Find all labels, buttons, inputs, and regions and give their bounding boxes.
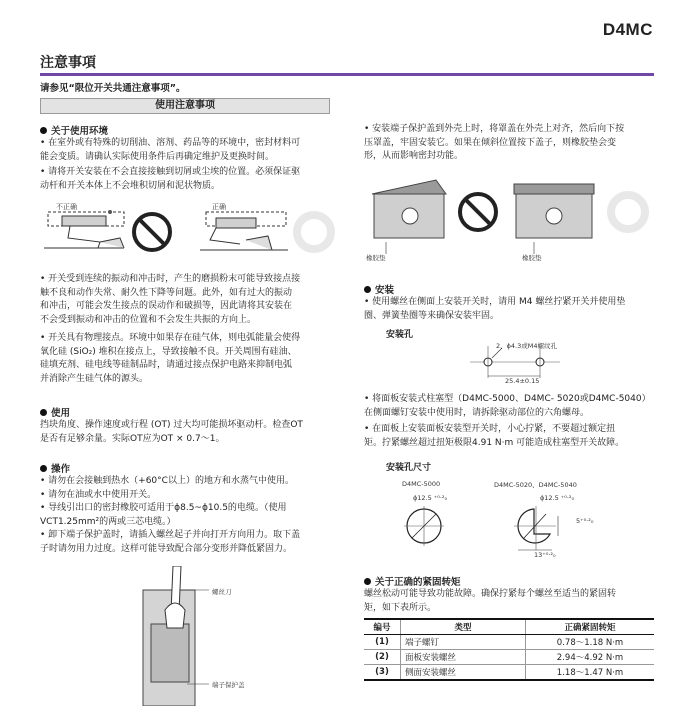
terminal-cover-label: 端子保护盖 — [212, 681, 245, 689]
table-row — [364, 650, 654, 665]
row-torque: 0.78～1.18 N·m — [526, 635, 655, 650]
env-bullet-1: • 在室外或有特殊的切削油、溶剂、药品等的环境中，密封材料可 能会变质。请确认实际使用条件后再确定维护及更换时间。 — [40, 138, 301, 162]
screwdriver-label: 螺丝刀 — [212, 588, 232, 596]
aligned-cover-drawing — [514, 184, 594, 254]
row-number: (2) — [364, 650, 401, 665]
bullet-icon — [40, 465, 47, 472]
panel-torque-paragraph: • 在面板上安装面板安装型开关时，小心拧紧，不要超过额定扭 矩。拧紧螺丝超过扭矩极限4.91 N·m 可能造成柱塞型开关故障。 — [364, 424, 625, 448]
bullet-icon — [364, 286, 371, 293]
row-torque: 1.18～1.47 N·m — [526, 665, 655, 681]
row-type: 面板安装螺丝 — [401, 650, 526, 665]
install-position-figure — [40, 198, 340, 268]
row-type: 端子螺钉 — [401, 635, 526, 650]
keyed-hole-drawing — [514, 506, 558, 550]
round-hole-drawing — [404, 506, 444, 546]
install-paragraph: • 使用螺丝在侧面上安装开关时，请用 M4 螺丝拧紧开关并使用垫 圈、弹簧垫圈等来确保安装牢固。 — [364, 297, 626, 321]
dim-d4: 13⁺⁰·²₀ — [534, 551, 556, 559]
cover-alignment-figure — [366, 172, 656, 262]
wrong-label: 不正确 — [56, 203, 77, 211]
title-divider — [40, 73, 654, 76]
right-label: 正确 — [212, 203, 226, 211]
env-heading: 关于使用环境 — [40, 123, 108, 137]
dim-d3: 5⁺⁰·²₀ — [576, 517, 594, 525]
torque-table — [364, 618, 654, 681]
gasket-label-right: 橡胶垫 — [522, 254, 542, 262]
use-paragraph: 挡块角度、操作速度或行程 (OT) 过大均可能损坏驱动杆。检查OT 是否有足够余量。实际OT应为OT × 0.7～1。 — [40, 420, 303, 444]
panel-plunger-paragraph: • 将面板安装式柱塞型（D4MC-5000、D4MC- 5020或D4MC-5040） 在侧面螺钉安装中使用时，请拆除驱动部位的六角螺母。 — [364, 394, 651, 418]
dim-d2: ϕ12.5 ⁺⁰·²₀ — [540, 494, 575, 502]
hole-note: 2、ϕ4.3或M4螺纹孔 — [496, 342, 558, 350]
operation-heading: 操作 — [40, 461, 70, 475]
op-bullets: • 请勿在会接触到热水（+60°C以上）的地方和水蒸气中使用。 • 请勿在油或水中使用开关。 • 导线引出口的密封橡胶可适用于ϕ8.5~ϕ10.5的电缆。（使用 VCT1.25mm²的两或三芯电缆。） • 卸下端子保护盖时，请插入螺丝起子并向打开方向用力。取下盖 子时请勿用力过度。这样可能导致配合部分变形并降低紧固力。 — [40, 476, 301, 554]
wrong-install-drawing — [44, 210, 124, 248]
fig2-label: D4MC-5020、D4MC-5040 — [494, 481, 577, 489]
env-bullet-3: • 开关受到连续的振动和冲击时，产生的磨损粉末可能导致接点接 触不良和动作失常、耐久性下降等问题。此外，如有过大的振动 和冲击，可能会发生接点的误动作和破损等，因此请将其安装在 不会受到振动和冲击的位置和不会发生共振的方向上。 — [40, 274, 301, 325]
row-torque: 2.94～4.92 N·m — [526, 650, 655, 665]
env-bullet-2: • 请将开关安装在不会直接接触到切屑或尘埃的位置。必须保证驱 动杆和开关本体上不会堆积切屑和泥状物质。 — [40, 167, 301, 191]
table-header-row — [364, 619, 654, 635]
table-row — [364, 665, 654, 681]
row-number: (1) — [364, 635, 401, 650]
prohibited-icon — [460, 194, 496, 230]
model-code: D4MC — [602, 20, 653, 39]
bullet-icon — [40, 409, 47, 416]
row-number: (3) — [364, 665, 401, 681]
hole-size-drawings — [396, 494, 596, 558]
bullet-icon — [364, 578, 371, 585]
col-number: 编号 — [364, 619, 401, 635]
dim-d1: ϕ12.5 ⁺⁰·²₀ — [413, 494, 448, 502]
use-heading: 使用 — [40, 405, 70, 419]
hole-spacing: 25.4±0.15 — [505, 377, 540, 385]
prohibited-icon — [134, 214, 170, 250]
mounting-holes-title: 安装孔 — [386, 330, 414, 340]
install-heading: 安装 — [364, 282, 394, 296]
reference-note: 请参见“限位开关共通注意事项”。 — [40, 83, 186, 94]
ok-icon — [611, 195, 645, 229]
col-type: 类型 — [401, 619, 526, 635]
col-torque: 正确紧固转矩 — [526, 619, 655, 635]
page-title: 注意事項 — [40, 55, 96, 71]
right-install-drawing — [200, 212, 288, 250]
torque-paragraph: 螺丝松动可能导致功能故障。确保拧紧每个螺丝至适当的紧固转 矩，如下表所示。 — [364, 589, 617, 613]
table-row — [364, 635, 654, 650]
bullet-icon — [40, 127, 47, 134]
fig1-label: D4MC-5000 — [402, 480, 441, 488]
gasket-label-left: 橡胶垫 — [366, 254, 386, 262]
cover-attach-paragraph: • 安装端子保护盖到外壳上时，将罩盖在外壳上对齐，然后向下按 压罩盖，牢固安装它。如果在倾斜位置按下盖子，则橡胶垫会变 形，从而影响密封功能。 — [364, 124, 625, 161]
row-type: 侧面安装螺丝 — [401, 665, 526, 681]
ok-icon — [297, 215, 331, 249]
tilted-cover-drawing — [372, 180, 446, 254]
env-bullet-4: • 开关具有物理接点。环境中如果存在硅气体，则电弧能量会使得 氧化硅 (SiO₂) 堆积在接点上，导致接触不良。开关周围有硅油、 硅填充剂、硅电线等硅制品时，请通过接点保护电路来抑制电弧 并消除产生硅气体的源头。 — [40, 333, 301, 384]
section-banner: 使用注意事项 — [40, 98, 330, 114]
torque-heading: 关于正确的紧固转矩 — [364, 574, 461, 588]
hole-size-title: 安装孔尺寸 — [386, 463, 432, 473]
